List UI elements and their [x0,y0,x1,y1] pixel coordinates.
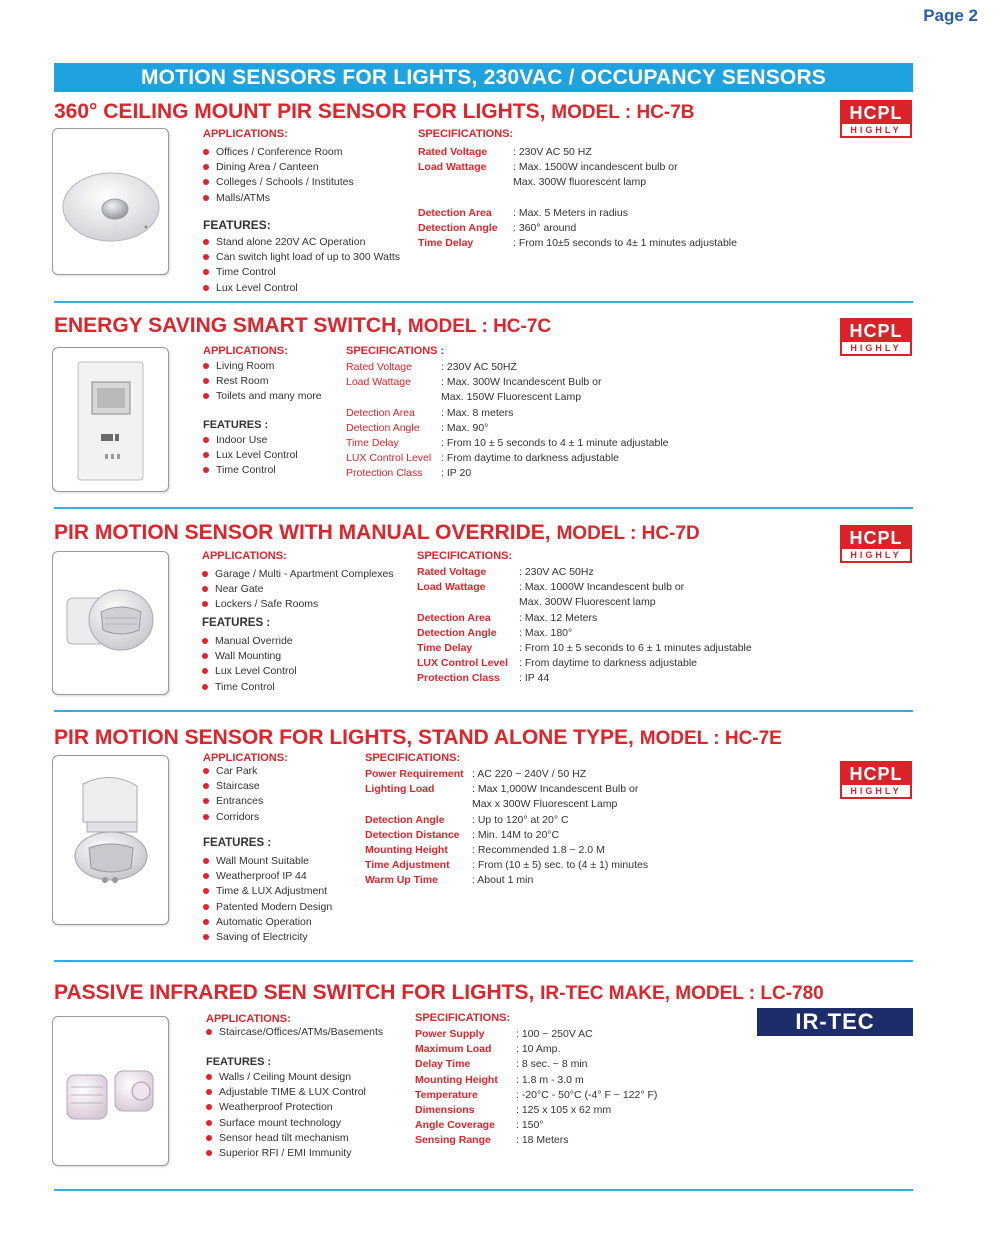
list-item: Car Park [203,764,263,779]
features-label: FEATURES: [203,218,271,232]
applications-label: APPLICATIONS: [206,1013,291,1025]
section-divider [54,960,913,962]
features-list [202,634,297,695]
list-item: Stand alone 220V AC Operation [203,235,400,250]
applications-label: APPLICATIONS: [202,550,287,562]
features-list [203,433,298,479]
features-label: FEATURES : [203,419,269,431]
product-title: PIR MOTION SENSOR FOR LIGHTS, STAND ALONE TYPE, MODEL : HC-7E [54,726,782,749]
applications-label: APPLICATIONS: [203,128,288,140]
list-item: Lux Level Control [202,664,297,679]
list-item: Offices / Conference Room [203,145,354,160]
applications-label: APPLICATIONS: [203,752,288,764]
list-item: Manual Override [202,634,297,649]
list-item: Near Gate [202,582,394,597]
list-item: Patented Modern Design [203,900,332,915]
smart-switch-image [52,347,169,492]
list-item: Surface mount technology [206,1116,366,1131]
product-title: ENERGY SAVING SMART SWITCH, MODEL : HC-7C [54,314,552,337]
product-title: PIR MOTION SENSOR WITH MANUAL OVERRIDE, MODEL : HC-7D [54,521,700,544]
list-item: Staircase [203,779,263,794]
list-item: Time Control [203,265,400,280]
list-item: Weatherproof Protection [206,1100,366,1115]
list-item: Living Room [203,359,322,374]
list-item: Rest Room [203,374,322,389]
list-item: Weatherproof IP 44 [203,869,332,884]
applications-list [206,1025,383,1040]
list-item: Colleges / Schools / Institutes [203,175,354,190]
page-number: Page 2 [923,6,978,25]
list-item: Garage / Multi - Apartment Complexes [202,567,394,582]
specifications-label: SPECIFICATIONS : [346,345,445,357]
features-list [203,854,332,945]
list-item: Wall Mounting [202,649,297,664]
list-item: Sensor head tilt mechanism [206,1131,366,1146]
applications-label: APPLICATIONS: [203,345,288,357]
list-item: Dining Area / Canteen [203,160,354,175]
ir-tec-logo: IR-TEC [757,1008,913,1036]
specifications-label: SPECIFICATIONS: [417,550,513,562]
list-item: Automatic Operation [203,915,332,930]
list-item: Time Control [203,463,298,478]
list-item: Wall Mount Suitable [203,854,332,869]
section-divider [54,710,913,712]
list-item: Adjustable TIME & LUX Control [206,1085,366,1100]
list-item: Lockers / Safe Rooms [202,597,394,612]
applications-list [202,567,394,613]
catalog-banner: MOTION SENSORS FOR LIGHTS, 230VAC / OCCUPANCY SENSORS [54,63,913,92]
specifications-label: SPECIFICATIONS: [415,1012,511,1024]
features-list [206,1070,366,1161]
product-title: PASSIVE INFRARED SEN SWITCH FOR LIGHTS, IR-TEC MAKE, MODEL : LC-780 [54,981,824,1004]
hcpl-logo: HCPL HIGHLY [840,761,912,799]
section-divider [54,507,913,509]
list-item: Walls / Ceiling Mount design [206,1070,366,1085]
list-item: Time Control [202,680,297,695]
list-item: Time & LUX Adjustment [203,884,332,899]
list-item: Indoor Use [203,433,298,448]
list-item: Malls/ATMs [203,191,354,206]
infrared-switch-image [52,1016,169,1166]
override-sensor-image [52,551,169,695]
specifications-label: SPECIFICATIONS: [418,128,514,140]
features-label: FEATURES : [202,617,271,629]
list-item: Saving of Electricity [203,930,332,945]
section-divider [54,1189,913,1191]
applications-list [203,145,354,206]
hcpl-logo: HCPL HIGHLY [840,318,912,356]
list-item: Can switch light load of up to 300 Watts [203,250,400,265]
features-label: FEATURES : [206,1056,272,1068]
list-item: Staircase/Offices/ATMs/Basements [206,1025,383,1040]
features-label: FEATURES : [203,837,272,849]
product-title: 360° CEILING MOUNT PIR SENSOR FOR LIGHTS, MODEL : HC-7B [54,100,695,123]
stand-alone-sensor-image [52,755,169,925]
list-item: Lux Level Control [203,281,400,296]
section-divider [54,301,913,303]
features-list [203,235,400,296]
list-item: Toilets and many more [203,389,322,404]
hcpl-logo: HCPL HIGHLY [840,525,912,563]
list-item: Superior RFI / EMI Immunity [206,1146,366,1161]
list-item: Entrances [203,794,263,809]
specifications-label: SPECIFICATIONS: [365,752,461,764]
list-item: Corridors [203,810,263,825]
ceiling-sensor-image [52,128,169,275]
list-item: Lux Level Control [203,448,298,463]
hcpl-logo: HCPL HIGHLY [840,100,912,138]
applications-list [203,764,263,825]
applications-list [203,359,322,405]
